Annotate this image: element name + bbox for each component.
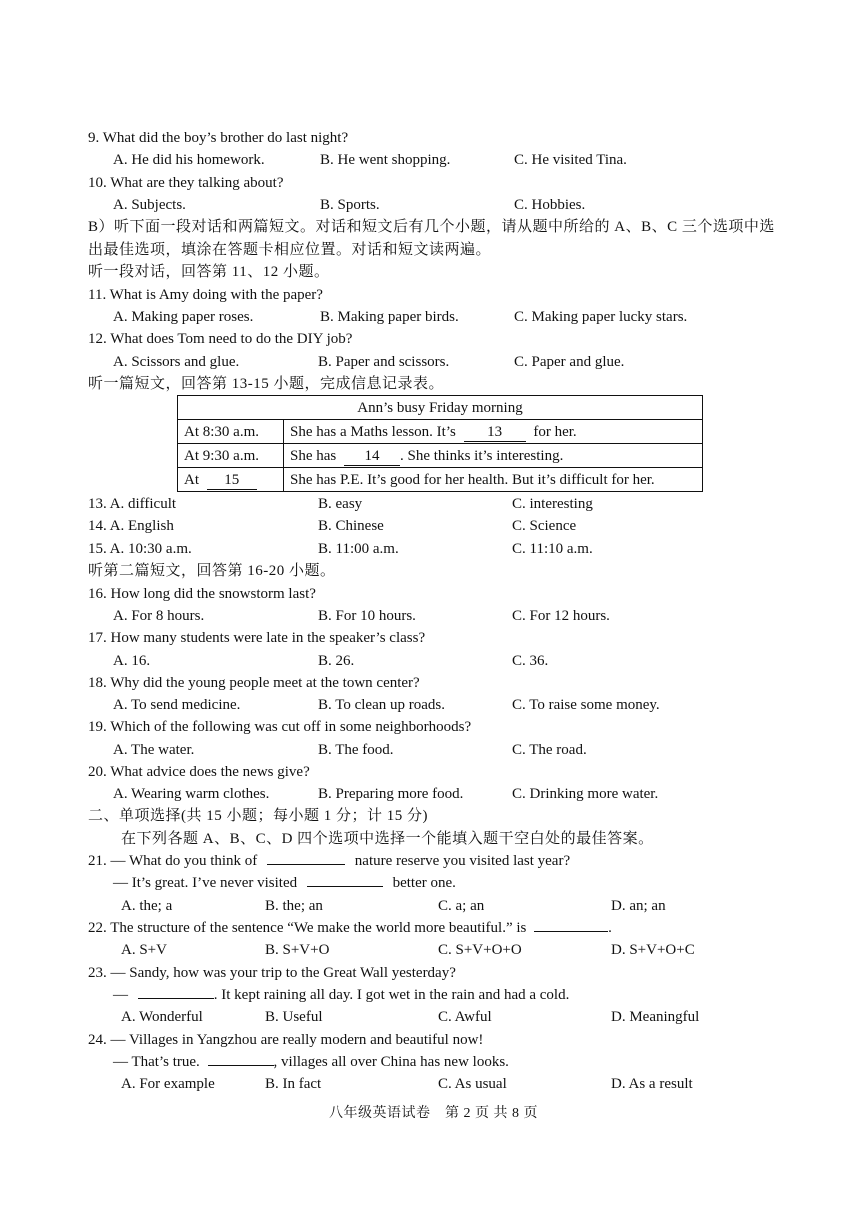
question-21-option-b: B. the; an <box>265 898 323 914</box>
question-10-option-c: C. Hobbies. <box>514 197 586 213</box>
question-14-option-c: C. Science <box>512 518 577 534</box>
question-23-option-c: C. Awful <box>438 1009 492 1025</box>
question-16-stem: 16. How long did the snowstorm last? <box>88 586 316 602</box>
question-16-option-b: B. For 10 hours. <box>318 608 416 624</box>
table-title: Ann’s busy Friday morning <box>178 396 703 420</box>
question-21-text: nature reserve you visited last year? <box>354 853 571 869</box>
question-19-option-a: A. The water. <box>113 742 195 758</box>
question-10-option-b: B. Sports. <box>320 197 380 213</box>
question-16-option-c: C. For 12 hours. <box>512 608 610 624</box>
table-text: She has a Maths lesson. It’s <box>290 423 456 440</box>
question-23-text: — <box>113 987 128 1003</box>
question-19-option-c: C. The road. <box>512 742 587 758</box>
question-21-line1 <box>88 851 570 871</box>
question-16-option-a: A. For 8 hours. <box>113 608 205 624</box>
table-text-cell: She has P.E. It’s good for her health. But it’s difficult for her. <box>284 468 703 492</box>
table-time-cell: At 8:30 a.m. <box>178 420 284 444</box>
table-row <box>178 444 703 468</box>
part2-heading: 二、单项选择(共 15 小题；每小题 1 分；计 15 分) <box>88 808 428 824</box>
question-19-option-b: B. The food. <box>318 742 394 758</box>
question-23-text: . It kept raining all day. I got wet in the rain and had a cold. <box>213 987 570 1003</box>
question-12-option-c: C. Paper and glue. <box>514 354 625 370</box>
question-20-option-a: A. Wearing warm clothes. <box>113 786 270 802</box>
answer-blank <box>307 886 383 887</box>
question-21-text: better one. <box>392 875 456 891</box>
question-17-option-b: B. 26. <box>318 653 355 669</box>
page-footer: 八年级英语试卷 第 2 页 共 8 页 <box>329 1106 538 1121</box>
question-14-option-a: 14. A. English <box>88 518 174 534</box>
answer-blank <box>534 931 608 932</box>
question-18-stem: 18. Why did the young people meet at the town center? <box>88 675 420 691</box>
question-15-option-c: C. 11:10 a.m. <box>512 541 593 557</box>
question-13-option-a: 13. A. difficult <box>88 496 177 512</box>
question-24-option-b: B. In fact <box>265 1076 322 1092</box>
question-23-line1: 23. — Sandy, how was your trip to the Great Wall yesterday? <box>88 965 456 981</box>
question-11-stem: 11. What is Amy doing with the paper? <box>88 287 323 303</box>
question-22-stem <box>88 918 612 938</box>
answer-blank-15: 15 <box>207 472 257 490</box>
question-11-option-c: C. Making paper lucky stars. <box>514 309 688 325</box>
question-10-stem: 10. What are they talking about? <box>88 175 284 191</box>
question-17-stem: 17. How many students were late in the speaker’s class? <box>88 630 426 646</box>
question-9-option-b: B. He went shopping. <box>320 152 451 168</box>
question-23-option-b: B. Useful <box>265 1009 323 1025</box>
question-9-option-a: A. He did his homework. <box>113 152 265 168</box>
answer-blank-14: 14 <box>344 448 400 466</box>
question-19-stem: 19. Which of the following was cut off in some neighborhoods? <box>88 719 472 735</box>
question-23-option-a: A. Wonderful <box>121 1009 203 1025</box>
question-21-option-d: D. an; an <box>611 898 666 914</box>
question-24-option-d: D. As a result <box>611 1076 693 1092</box>
question-10-option-a: A. Subjects. <box>113 197 186 213</box>
question-21-option-a: A. the; a <box>121 898 173 914</box>
answer-blank <box>138 998 214 999</box>
question-22-text: . <box>608 920 612 936</box>
table-row <box>178 420 703 444</box>
question-23-line2 <box>113 985 569 1005</box>
question-21-line2 <box>113 873 456 893</box>
question-18-option-b: B. To clean up roads. <box>318 697 445 713</box>
section-b-instruction-line1: B）听下面一段对话和两篇短文。对话和短文后有几个小题，请从题中所给的 A、B、C 三个选项中选 <box>88 219 775 235</box>
question-15-option-b: B. 11:00 a.m. <box>318 541 399 557</box>
question-18-option-a: A. To send medicine. <box>113 697 241 713</box>
question-12-option-b: B. Paper and scissors. <box>318 354 450 370</box>
question-21-option-c: C. a; an <box>438 898 485 914</box>
passage1-intro: 听一篇短文，回答第 13-15 小题，完成信息记录表。 <box>88 376 444 392</box>
info-record-table <box>177 395 703 492</box>
question-24-text: — That’s true. <box>113 1054 200 1070</box>
table-row <box>178 468 703 492</box>
question-12-option-a: A. Scissors and glue. <box>113 354 240 370</box>
question-12-stem: 12. What does Tom need to do the DIY job? <box>88 331 353 347</box>
table-text: She has <box>290 447 337 464</box>
question-14-option-b: B. Chinese <box>318 518 384 534</box>
question-18-option-c: C. To raise some money. <box>512 697 660 713</box>
answer-blank-13: 13 <box>464 424 526 442</box>
question-22-option-c: C. S+V+O+O <box>438 942 522 958</box>
question-22-option-b: B. S+V+O <box>265 942 330 958</box>
question-24-text: , villages all over China has new looks. <box>273 1054 509 1070</box>
passage2-intro: 听第二篇短文，回答第 16-20 小题。 <box>88 563 336 579</box>
part2-instruction: 在下列各题 A、B、C、D 四个选项中选择一个能填入题干空白处的最佳答案。 <box>121 831 654 847</box>
question-9-stem: 9. What did the boy’s brother do last night? <box>88 130 349 146</box>
question-24-option-c: C. As usual <box>438 1076 507 1092</box>
question-22-option-d: D. S+V+O+C <box>611 942 695 958</box>
question-22-text: 22. The structure of the sentence “We make the world more beautiful.” is <box>88 920 527 936</box>
table-time-cell: At 9:30 a.m. <box>178 444 284 468</box>
answer-blank <box>267 864 345 865</box>
question-15-option-a: 15. A. 10:30 a.m. <box>88 541 192 557</box>
question-13-option-b: B. easy <box>318 496 363 512</box>
answer-blank <box>208 1065 274 1066</box>
question-21-text: 21. — What do you think of <box>88 853 258 869</box>
question-9-option-c: C. He visited Tina. <box>514 152 627 168</box>
table-text: for her. <box>533 423 577 440</box>
question-24-line2 <box>113 1052 509 1072</box>
table-time-cell <box>178 468 284 492</box>
table-text-cell <box>284 444 703 468</box>
question-20-option-c: C. Drinking more water. <box>512 786 659 802</box>
question-11-option-a: A. Making paper roses. <box>113 309 254 325</box>
question-21-text: — It’s great. I’ve never visited <box>113 875 298 891</box>
table-text-cell <box>284 420 703 444</box>
question-22-option-a: A. S+V <box>121 942 167 958</box>
question-24-line1: 24. — Villages in Yangzhou are really modern and beautiful now! <box>88 1032 484 1048</box>
question-20-option-b: B. Preparing more food. <box>318 786 464 802</box>
table-time-prefix: At <box>184 471 199 488</box>
question-11-option-b: B. Making paper birds. <box>320 309 459 325</box>
section-b-instruction-line2: 出最佳选项，填涂在答题卡相应位置。对话和短文读两遍。 <box>88 242 492 258</box>
question-23-option-d: D. Meaningful <box>611 1009 700 1025</box>
dialogue-intro: 听一段对话，回答第 11、12 小题。 <box>88 264 330 280</box>
question-17-option-a: A. 16. <box>113 653 151 669</box>
table-text: . She thinks it’s interesting. <box>400 447 564 464</box>
question-17-option-c: C. 36. <box>512 653 549 669</box>
question-13-option-c: C. interesting <box>512 496 593 512</box>
question-24-option-a: A. For example <box>121 1076 215 1092</box>
question-20-stem: 20. What advice does the news give? <box>88 764 310 780</box>
